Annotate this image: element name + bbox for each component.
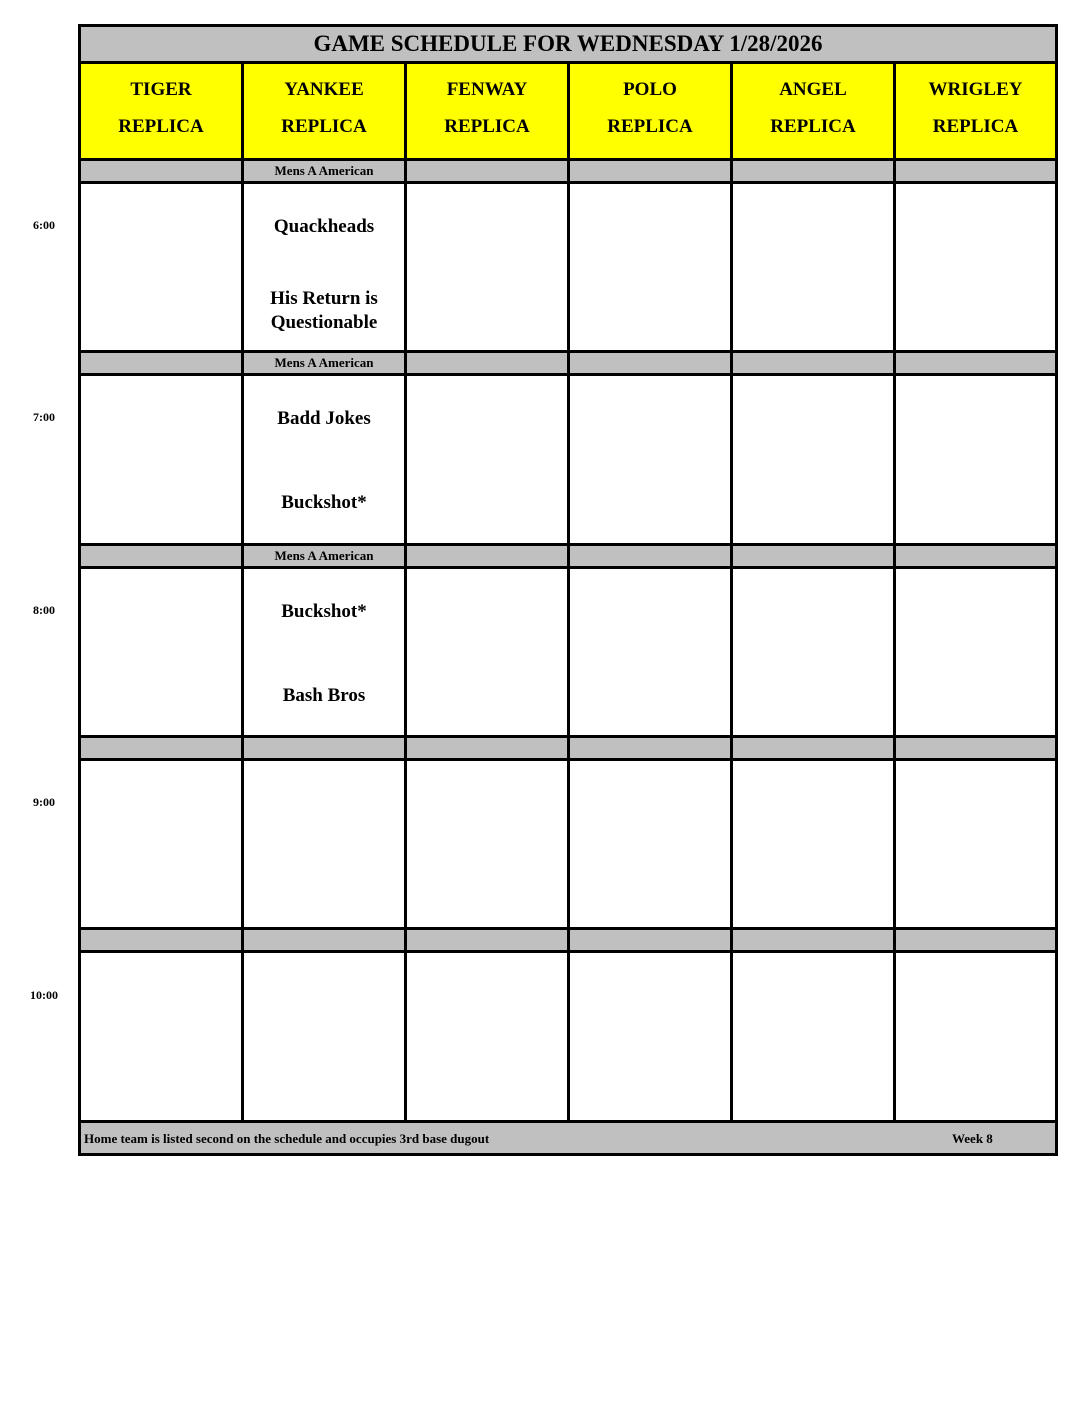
division-band xyxy=(896,546,1055,566)
schedule-sheet xyxy=(78,24,1058,1156)
week-label: Week 8 xyxy=(952,1131,993,1146)
field-sub: REPLICA xyxy=(607,116,693,137)
grid-line xyxy=(893,64,896,1123)
division-band xyxy=(81,546,241,566)
team-home: Buckshot* xyxy=(281,492,367,513)
division-band xyxy=(733,161,893,181)
division-band xyxy=(81,353,241,373)
time-label: 10:00 xyxy=(30,988,58,1002)
team-home: Bash Bros xyxy=(282,685,366,706)
division-band xyxy=(407,353,567,373)
division-band xyxy=(81,161,241,181)
division-label: Mens A American xyxy=(244,161,404,181)
field-header-wrigley xyxy=(896,64,1055,158)
team-away: Quackheads xyxy=(273,216,375,237)
field-name: TIGER xyxy=(130,79,192,100)
division-band xyxy=(570,161,730,181)
division-band xyxy=(733,353,893,373)
division-band xyxy=(896,353,1055,373)
division-band xyxy=(570,546,730,566)
division-band xyxy=(570,353,730,373)
field-name: YANKEE xyxy=(284,79,364,100)
time-label: 8:00 xyxy=(33,603,55,617)
division-band xyxy=(896,161,1055,181)
team-away: Badd Jokes xyxy=(277,408,371,429)
grid-line xyxy=(567,64,570,1123)
field-sub: REPLICA xyxy=(118,116,204,137)
division-label: Mens A American xyxy=(244,353,404,373)
division-label: Mens A American xyxy=(244,546,404,566)
field-name: POLO xyxy=(623,79,677,100)
grid-line xyxy=(404,64,407,1123)
field-sub: REPLICA xyxy=(770,116,856,137)
grid-line xyxy=(241,64,244,1123)
schedule-title: GAME SCHEDULE FOR WEDNESDAY 1/28/2026 xyxy=(81,27,1055,64)
field-sub: REPLICA xyxy=(932,116,1019,137)
grid-line xyxy=(730,64,733,1123)
division-band xyxy=(407,161,567,181)
time-label: 6:00 xyxy=(33,218,55,232)
team-away: Buckshot* xyxy=(281,601,367,622)
field-sub: REPLICA xyxy=(444,116,530,137)
field-header-angel xyxy=(733,64,893,158)
time-label: 7:00 xyxy=(33,410,55,424)
field-header-polo xyxy=(570,64,730,158)
field-header-tiger xyxy=(81,64,241,158)
field-header-fenway xyxy=(407,64,567,158)
footer-note: Home team is listed second on the schedule and occupies 3rd base dugout xyxy=(84,1131,490,1146)
field-name: WRIGLEY xyxy=(928,79,1023,100)
division-band xyxy=(733,546,893,566)
division-band xyxy=(407,546,567,566)
field-header-yankee xyxy=(244,64,404,158)
time-label: 9:00 xyxy=(33,795,55,809)
field-name: ANGEL xyxy=(779,79,847,100)
schedule-footer xyxy=(81,1123,1055,1153)
team-home: His Return is Questionable xyxy=(270,288,378,333)
field-sub: REPLICA xyxy=(281,116,367,137)
field-name: FENWAY xyxy=(446,79,528,100)
